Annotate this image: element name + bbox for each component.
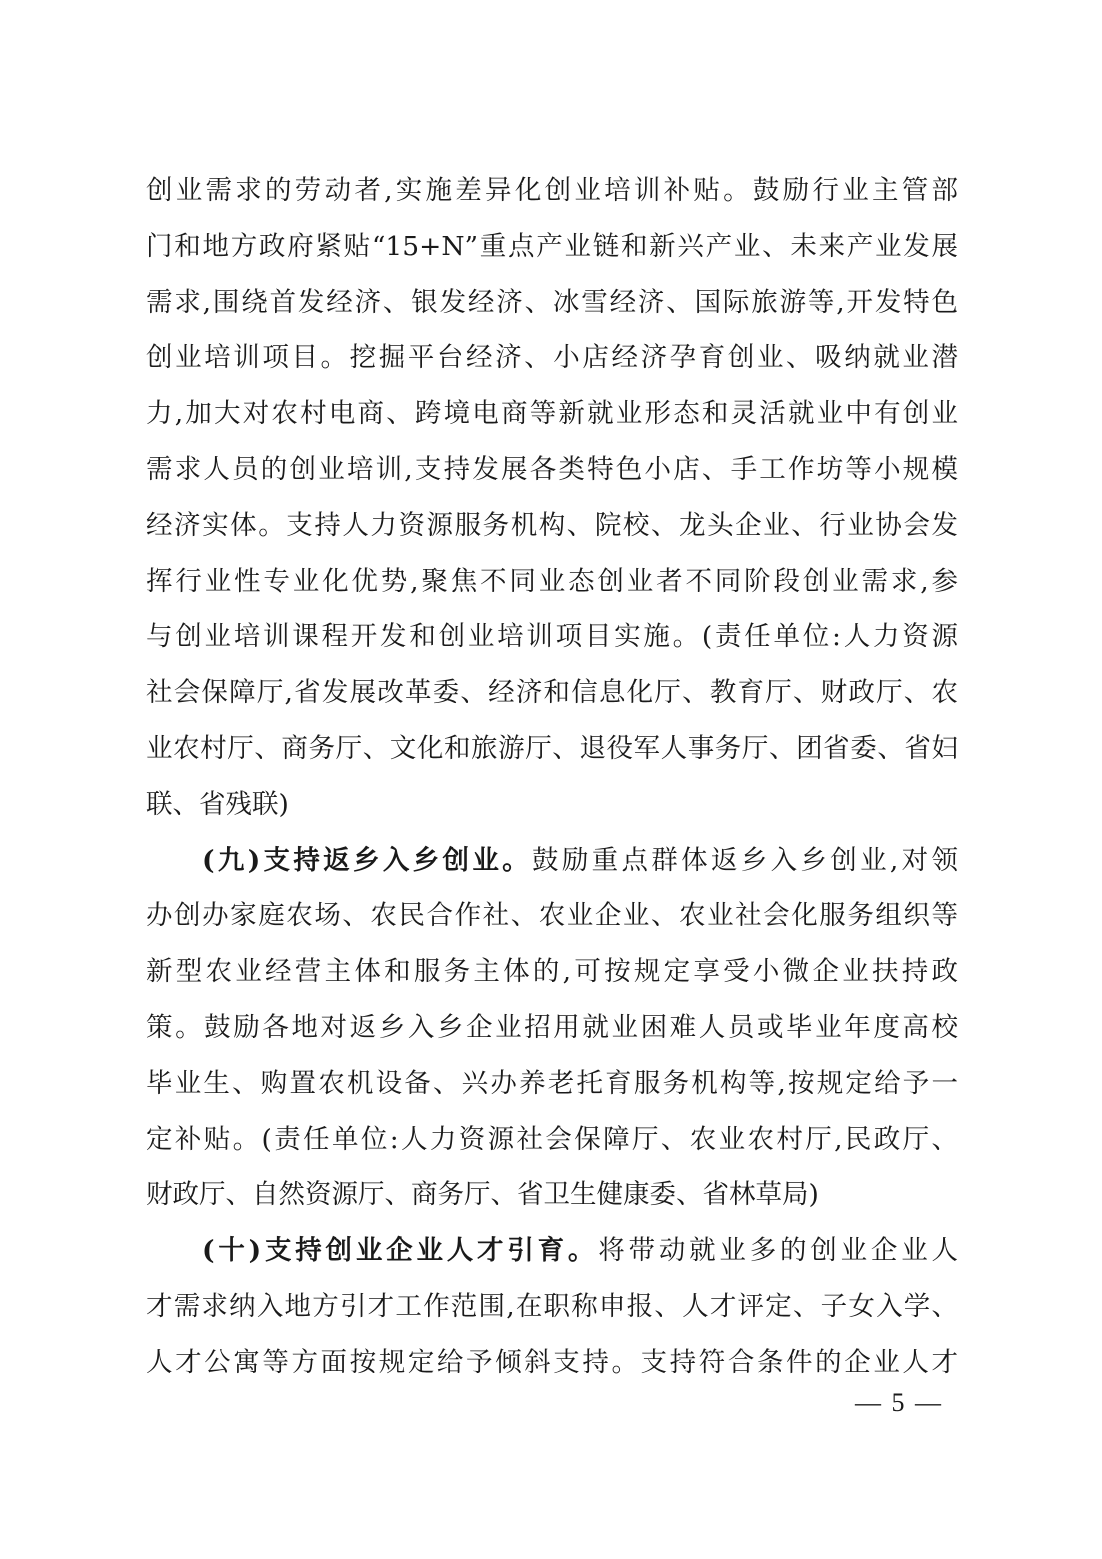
text-line: 创业培训项目。挖掘平台经济、小店经济孕育创业、吸纳就业潜 bbox=[146, 342, 958, 374]
text-line bbox=[146, 1223, 958, 1279]
text-line: 与创业培训课程开发和创业培训项目实施。(责任单位:人力资源 bbox=[146, 621, 958, 653]
text-line: 业农村厅、商务厅、文化和旅游厅、退役军人事务厅、团省委、省妇 bbox=[146, 732, 958, 764]
text-line: 联、省残联) bbox=[146, 788, 289, 820]
text-line: 经济实体。支持人力资源服务机构、院校、龙头企业、行业协会发 bbox=[146, 509, 958, 541]
text-line: 定补贴。(责任单位:人力资源社会保障厅、农业农村厅,民政厅、 bbox=[146, 1123, 958, 1155]
text-line: 毕业生、购置农机设备、兴办养老托育服务机构等,按规定给予一 bbox=[146, 1067, 958, 1099]
section-heading: (九)支持返乡入乡创业。 bbox=[202, 844, 532, 876]
section-heading: (十)支持创业企业人才引育。 bbox=[202, 1235, 599, 1267]
text-line: 挥行业性专业化优势,聚焦不同业态创业者不同阶段创业需求,参 bbox=[146, 565, 958, 597]
paragraph-talent-recruitment bbox=[146, 1223, 958, 1390]
text-line: 门和地方政府紧贴“15+N”重点产业链和新兴产业、未来产业发展 bbox=[146, 230, 958, 262]
text-line: 新型农业经营主体和服务主体的,可按规定享受小微企业扶持政 bbox=[146, 956, 958, 988]
text-line: 才需求纳入地方引才工作范围,在职称申报、人才评定、子女入学、 bbox=[146, 1290, 958, 1322]
text-line: 需求,围绕首发经济、银发经济、冰雪经济、国际旅游等,开发特色 bbox=[146, 286, 958, 318]
text-line: 需求人员的创业培训,支持发展各类特色小店、手工作坊等小规模 bbox=[146, 453, 958, 485]
document-body bbox=[146, 163, 958, 1391]
text-span: 将带动就业多的创业企业人 bbox=[598, 1235, 958, 1267]
paragraph-training bbox=[146, 163, 958, 833]
text-line: 人才公寓等方面按规定给予倾斜支持。支持符合条件的企业人才 bbox=[146, 1346, 958, 1378]
page-number: — 5 — bbox=[855, 1388, 943, 1417]
text-span: 鼓励重点群体返乡入乡创业,对领 bbox=[532, 844, 958, 876]
text-line: 创业需求的劳动者,实施差异化创业培训补贴。鼓励行业主管部 bbox=[146, 175, 958, 206]
text-line: 办创办家庭农场、农民合作社、农业企业、农业社会化服务组织等 bbox=[146, 900, 958, 932]
text-line: 策。鼓励各地对返乡入乡企业招用就业困难人员或毕业年度高校 bbox=[146, 1011, 958, 1043]
text-line: 财政厅、自然资源厅、商务厅、省卫生健康委、省林草局) bbox=[146, 1179, 819, 1211]
text-line: 力,加大对农村电商、跨境电商等新就业形态和灵活就业中有创业 bbox=[146, 398, 958, 430]
paragraph-return-home-entrepreneurship bbox=[146, 833, 958, 1224]
text-line: 社会保障厅,省发展改革委、经济和信息化厅、教育厅、财政厅、农 bbox=[146, 677, 958, 709]
text-line bbox=[146, 833, 958, 889]
